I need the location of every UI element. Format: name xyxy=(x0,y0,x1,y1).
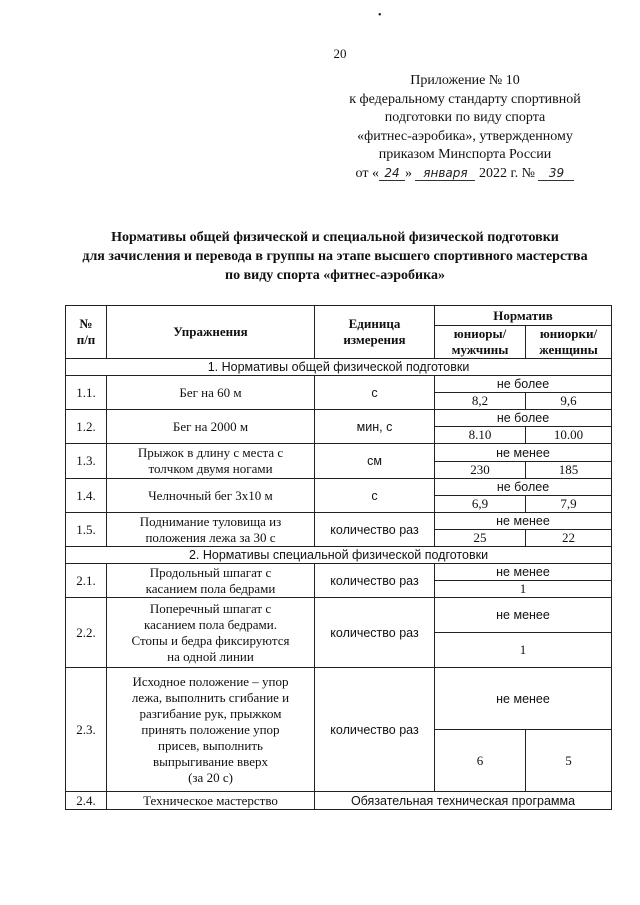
date-separator: » xyxy=(404,165,412,181)
exercise-name: Исходное положение – упор лежа, выполнить сгибание и разгибание рук, прыжком принять положение упор присев, выполнить выпрыгивание вверх (за 20 с) xyxy=(107,668,315,792)
row-number: 2.4. xyxy=(66,792,107,810)
header-norm: Норматив xyxy=(435,306,612,326)
unit-value: мин, с xyxy=(315,410,435,444)
header-unit: Единица измерения xyxy=(315,306,435,359)
document-title xyxy=(40,228,630,285)
norm-value-men: 6,9 xyxy=(435,496,526,513)
norm-value-women: 7,9 xyxy=(526,496,612,513)
norm-value-men: 25 xyxy=(435,530,526,547)
unit-value: количество раз xyxy=(315,513,435,547)
unit-value: с xyxy=(315,479,435,513)
section-title: 1. Нормативы общей физической подготовки xyxy=(66,359,612,376)
row-number: 1.2. xyxy=(66,410,107,444)
unit-value: с xyxy=(315,376,435,410)
header-men: юниоры/ мужчины xyxy=(435,326,526,359)
row-number: 2.2. xyxy=(66,598,107,668)
header-women: юниорки/ женщины xyxy=(526,326,612,359)
section-title: 2. Нормативы специальной физической подготовки xyxy=(66,547,612,564)
appendix-line: Приложение № 10 xyxy=(410,73,520,88)
row-number: 1.4. xyxy=(66,479,107,513)
date-prefix: от « xyxy=(355,165,379,181)
handwritten-order-number: 39 xyxy=(538,166,574,181)
title-line: для зачисления и перевода в группы на этапе высшего спортивного мастерства xyxy=(82,249,588,264)
exercise-name: Техническое мастерство xyxy=(107,792,315,810)
exercise-name: Бег на 60 м xyxy=(107,376,315,410)
unit-value: количество раз xyxy=(315,564,435,598)
exercise-name: Прыжок в длину с места с толчком двумя ногами xyxy=(107,444,315,479)
appendix-header xyxy=(330,72,600,184)
unit-value: количество раз xyxy=(315,668,435,792)
exercise-name: Челночный бег 3х10 м xyxy=(107,479,315,513)
norm-condition: не менее xyxy=(435,598,612,633)
date-year: 2022 г. № xyxy=(478,165,535,181)
title-line: по виду спорта «фитнес-аэробика» xyxy=(225,268,445,283)
row-number: 2.1. xyxy=(66,564,107,598)
approval-date-line xyxy=(330,165,600,184)
row-number: 1.1. xyxy=(66,376,107,410)
norm-condition: не более xyxy=(435,410,612,427)
norm-value-both: 1 xyxy=(435,581,612,598)
header-exercise: Упражнения xyxy=(107,306,315,359)
norm-value-women: 5 xyxy=(526,730,612,792)
page-number: 20 xyxy=(333,46,347,61)
norm-condition: не более xyxy=(435,376,612,393)
unit-value: см xyxy=(315,444,435,479)
scan-dot: • xyxy=(378,10,382,21)
header-number: № п/п xyxy=(66,306,107,359)
norm-value-men: 6 xyxy=(435,730,526,792)
unit-value: количество раз xyxy=(315,598,435,668)
exercise-name: Продольный шпагат с касанием пола бедрами xyxy=(107,564,315,598)
norm-condition: не менее xyxy=(435,444,612,462)
appendix-line: приказом Минспорта России xyxy=(378,147,552,163)
handwritten-day: 24 xyxy=(379,166,405,181)
program-value: Обязательная техническая программа xyxy=(315,792,612,810)
title-line: Нормативы общей физической и специальной физической подготовки xyxy=(111,230,559,245)
norm-value-men: 230 xyxy=(435,462,526,479)
norm-value-both: 1 xyxy=(435,633,612,668)
appendix-line: «фитнес-аэробика», утвержденному xyxy=(357,128,573,144)
norm-value-women: 185 xyxy=(526,462,612,479)
exercise-name: Поперечный шпагат с касанием пола бедрами. Стопы и бедра фиксируются на одной линии xyxy=(107,598,315,668)
exercise-name: Поднимание туловища из положения лежа за 30 с xyxy=(107,513,315,547)
norm-value-men: 8.10 xyxy=(435,427,526,444)
norm-condition: не менее xyxy=(435,564,612,581)
handwritten-month: января xyxy=(415,166,475,181)
norm-value-women: 10.00 xyxy=(526,427,612,444)
standards-table xyxy=(65,305,612,810)
norm-value-men: 8,2 xyxy=(435,393,526,410)
row-number: 2.3. xyxy=(66,668,107,792)
exercise-name: Бег на 2000 м xyxy=(107,410,315,444)
row-number: 1.5. xyxy=(66,513,107,547)
norm-value-women: 22 xyxy=(526,530,612,547)
norm-condition: не менее xyxy=(435,513,612,530)
norm-value-women: 9,6 xyxy=(526,393,612,410)
norm-condition: не более xyxy=(435,479,612,496)
table-body xyxy=(66,306,612,810)
norm-condition: не менее xyxy=(435,668,612,730)
row-number: 1.3. xyxy=(66,444,107,479)
appendix-line: к федеральному стандарту спортивной xyxy=(349,91,581,107)
appendix-line: подготовки по виду спорта xyxy=(384,110,546,126)
